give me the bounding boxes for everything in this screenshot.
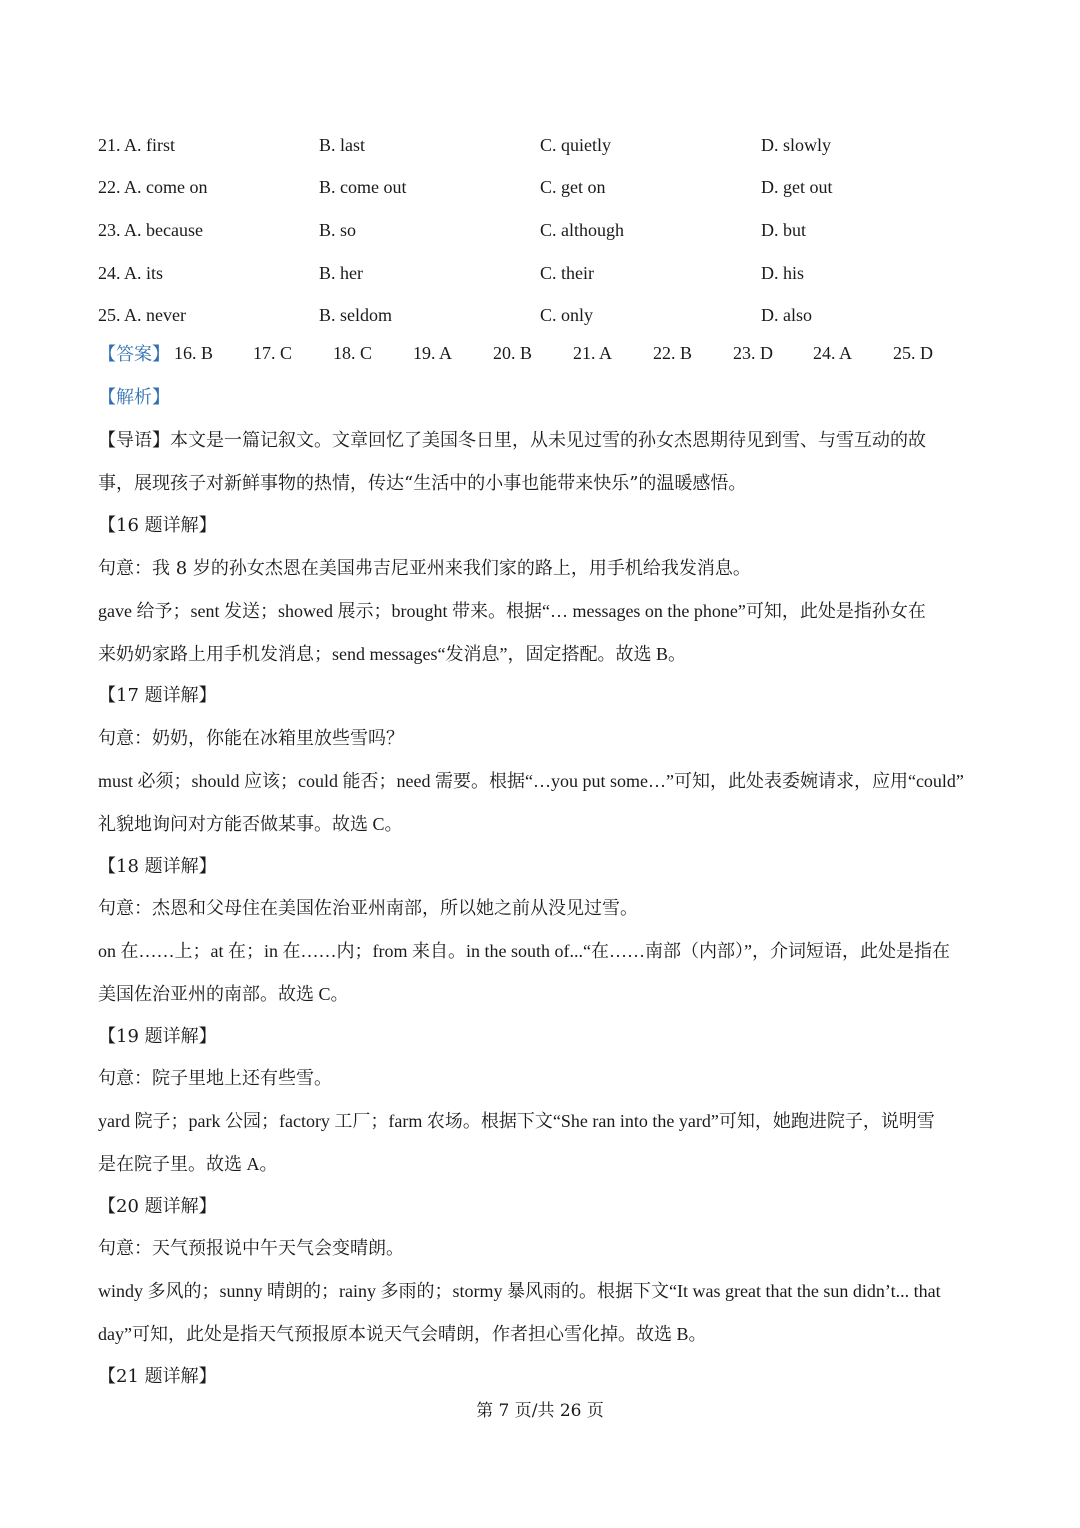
explanation-line: 来奶奶家路上用手机发消息；send messages“发消息”，固定搭配。故选 B。 [98,644,686,664]
explanation-line: 礼貌地询问对方能否做某事。故选 C。 [98,814,403,834]
option-a: 24. A. its [98,262,164,283]
option-d: D. slowly [761,134,832,155]
explanation-line: on 在……上；at 在；in 在……内；from 来自。in the south of...“在……南部（内部）”，介词短语，此处是指在 [98,941,950,961]
answer-item: 25. D [893,342,933,363]
answer-item: 20. B [493,342,533,363]
options-row-23 [98,209,998,252]
option-b: B. last [319,134,366,155]
section-heading: 【20 题详解】 [98,1196,217,1217]
section-heading: 【19 题详解】 [98,1026,217,1047]
answer-item: 24. A [813,342,853,363]
option-a: 22. A. come on [98,177,208,198]
explanation-line: yard 院子；park 公园；factory 工厂；farm 农场。根据下文“She ran into the yard”可知，她跑进院子，说明雪 [98,1111,935,1131]
explanation-line: 是在院子里。故选 A。 [98,1154,278,1174]
answer-item: 21. A [573,342,613,363]
section-heading: 【16 题详解】 [98,515,217,536]
option-c: C. although [540,219,624,240]
explanation-line: 美国佐治亚州的南部。故选 C。 [98,984,349,1004]
explanation-line: must 必须；should 应该；could 能否；need 需要。根据“…you put some…”可知，此处表委婉请求，应用“could” [98,771,964,791]
sentence-meaning: 句意：奶奶，你能在冰箱里放些雪吗？ [98,728,404,749]
option-b: B. so [319,219,357,240]
option-c: C. only [540,305,594,326]
section-heading: 【18 题详解】 [98,856,217,877]
answer-item: 23. D [733,342,773,363]
option-c: C. get on [540,177,606,198]
answer-item: 17. C [253,342,293,363]
section-heading: 【21 题详解】 [98,1366,217,1387]
option-a: 23. A. because [98,219,203,240]
sentence-meaning: 句意：天气预报说中午天气会变晴朗。 [98,1238,404,1259]
option-a: 25. A. never [98,305,186,326]
explanation-line: gave 给予；sent 发送；showed 展示；brought 带来。根据“… messages on the phone”可知，此处是指孙女在 [98,601,926,621]
option-b: B. come out [319,177,407,198]
options-table [98,124,998,337]
section-heading: 【17 题详解】 [98,685,217,706]
option-d: D. get out [761,177,833,198]
option-a: 21. A. first [98,134,176,155]
option-b: B. seldom [319,305,393,326]
answer-label: 【答案】 [98,344,170,365]
page-footer: 第 7 页/共 26 页 [476,1401,604,1421]
option-c: C. quietly [540,134,611,155]
option-d: D. his [761,262,805,283]
answer-item: 22. B [653,342,693,363]
option-b: B. her [319,262,363,283]
sentence-meaning: 句意：杰恩和父母住在美国佐治亚州南部，所以她之前从没见过雪。 [98,898,638,919]
explanation-line: windy 多风的；sunny 晴朗的；rainy 多雨的；stormy 暴风雨的。根据下文“It was great that the sun didn’t... that [98,1281,941,1301]
intro-line: 事，展现孩子对新鲜事物的热情，传达“生活中的小事也能带来快乐”的温暖感悟。 [98,473,747,494]
options-row-25 [98,294,998,337]
option-d: D. but [761,219,806,240]
analysis-label: 【解析】 [98,387,170,408]
option-c: C. their [540,262,594,283]
answer-item: 16. B [174,342,214,363]
sentence-meaning: 句意：院子里地上还有些雪。 [98,1068,332,1089]
options-row-24 [98,252,998,295]
answer-item: 18. C [333,342,373,363]
answer-line [98,340,973,366]
explanation-line: day”可知，此处是指天气预报原本说天气会晴朗，作者担心雪化掉。故选 B。 [98,1324,707,1344]
answer-item: 19. A [413,342,453,363]
options-row-22 [98,167,998,210]
intro-line: 【导语】本文是一篇记叙文。文章回忆了美国冬日里，从未见过雪的孙女杰恩期待见到雪、与雪互动的故 [98,430,926,451]
options-row-21 [98,124,998,167]
sentence-meaning: 句意：我 8 岁的孙女杰恩在美国弗吉尼亚州来我们家的路上，用手机给我发消息。 [98,558,751,579]
option-d: D. also [761,305,812,326]
